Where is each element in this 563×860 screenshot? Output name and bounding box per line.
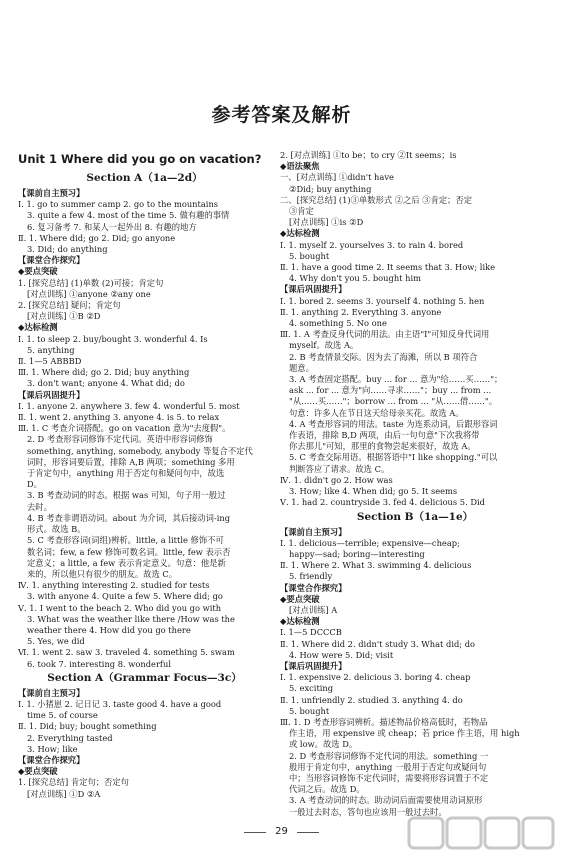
answer-line: 3. What was the weather like there /How was the xyxy=(27,613,235,624)
answer-line: Ⅲ. 1. Where did; go 2. Did; buy anything xyxy=(18,367,190,378)
section-heading: 【课前自主预习】 xyxy=(18,687,85,698)
answer-line: 3. don't want; anyone 4. What did; do xyxy=(27,378,185,389)
answer-line: 1. [探究总结] 肯定句；否定句 xyxy=(18,777,129,788)
answer-line: Ⅰ. 1. expensive 2. delicious 3. boring 4. cheap xyxy=(280,672,471,683)
answer-line: 2. D 考查形容词修饰不定代词的用法。something 一 xyxy=(289,750,489,761)
answer-line: 3. B 考查动词的时态。根据 was 可知，句子用一般过 xyxy=(27,490,226,501)
answer-line: Ⅱ. 1—5 ABBBD xyxy=(18,356,82,367)
answer-line: 数名词；few, a few 修饰可数名词。little, few 表示否 xyxy=(27,546,231,557)
answer-line: Ⅲ. 1. A 考查反身代词的用法。由主语"I"可知反身代词用 xyxy=(280,329,490,340)
section-heading: ◆语法聚焦 xyxy=(280,161,320,172)
answer-line: 5. bought xyxy=(289,250,330,261)
section-heading: 【课后巩固提升】 xyxy=(280,660,347,671)
answer-line: 3. How; like 4. When did; go 5. It seems xyxy=(289,486,458,497)
answer-line: 1. [探究总结] (1)单数 (2)可接；肯定句 xyxy=(18,277,164,288)
answer-line: Ⅱ. 1. anything 2. Everything 3. anyone xyxy=(280,306,442,317)
answer-line: 3. quite a few 4. most of the time 5. 做有趣的事情 xyxy=(27,210,230,221)
answer-line: time 5. of course xyxy=(27,710,98,721)
answer-line: Ⅰ. 1. myself 2. yourselves 3. to rain 4. bored xyxy=(280,239,464,250)
answer-line: 4. B 考查非谓语动词。about 为介词，其后接动词-ing xyxy=(27,512,231,523)
answer-line: 5. anything xyxy=(27,344,75,355)
answer-line: 6. 复习备考 7. 和某人一起外出 8. 有趣的地方 xyxy=(27,221,197,232)
answer-line: 中；当形容词修饰不定代词时，需要将形容词置于不定 xyxy=(289,772,489,783)
section-heading: ◆要点突破 xyxy=(18,266,58,277)
answer-line: Ⅱ. 1. have a good time 2. It seems that 3. How; like xyxy=(280,262,496,273)
answer-line: [对点训练] ①anyone ②any one xyxy=(27,288,151,299)
answer-line: 一、[对点训练] ①didn't have xyxy=(280,172,394,183)
answer-line: 4. something 5. No one xyxy=(289,318,387,329)
answer-line: 5. bought xyxy=(289,705,330,716)
answer-line: 句意：许多人在节日这天给母亲买花。故选 A。 xyxy=(289,407,464,418)
section-title: Section A（1a—2d） xyxy=(86,172,203,184)
answer-line: 判断答应了请求。故选 C。 xyxy=(289,463,390,474)
answer-line: Ⅱ. 1. unfriendly 2. studied 3. anything 4. do xyxy=(280,694,463,705)
answer-line: 代词之后。故选 D。 xyxy=(289,784,365,795)
answer-line: something, anything, somebody, anybody 等复合不定代 xyxy=(27,445,253,456)
answer-line: 2. B 考查情景交际。因为去了海滩，所以 B 项符合 xyxy=(289,351,478,362)
answer-line: Ⅴ. 1. I went to the beach 2. Who did you go with xyxy=(18,602,222,613)
answer-line: Ⅰ. 1. anyone 2. anywhere 3. few 4. wonderful 5. most xyxy=(18,400,240,411)
answer-line: Ⅲ. 1. D 考查形容词辨析。描述物品价格高低时，若物品 xyxy=(280,716,488,727)
watermark-logo xyxy=(407,812,557,856)
answer-line: Ⅳ. 1. anything interesting 2. studied for tests xyxy=(18,580,210,591)
answer-line: 5. Yes, we did xyxy=(27,636,85,647)
section-heading: ◆达标检测 xyxy=(18,322,58,333)
page-number-rule-right xyxy=(297,832,319,833)
answer-line: 6. took 7. interesting 8. wonderful xyxy=(27,658,172,669)
answer-line: happy—sad; boring—interesting xyxy=(289,548,425,559)
page-title: 参考答案及解析 xyxy=(211,104,352,126)
answer-line: 3. A 考查动词的时态。助动词后面需要使用动词原形 xyxy=(289,795,483,806)
answer-line: 作表语，排除 B,D 两项，由后一句句意"下次我将带 xyxy=(289,430,480,441)
answer-line: [对点训练] ①D ②A xyxy=(27,788,101,799)
section-heading: ◆达标检测 xyxy=(280,616,320,627)
section-heading: 【课前自主预习】 xyxy=(280,526,347,537)
answer-line: 3. How; like xyxy=(27,743,78,754)
section-heading: ◆达标检测 xyxy=(280,228,320,239)
unit-title: Unit 1 Where did you go on vacation? xyxy=(18,152,262,166)
answer-line: 4. A 考查形容词的用法。taste 为连系动词，后跟形容词 xyxy=(289,418,498,429)
left-column xyxy=(18,150,271,800)
answer-line: Ⅱ. 1. Where 2. What 3. swimming 4. delicious xyxy=(280,560,472,571)
answer-line: Ⅵ. 1. went 2. saw 3. traveled 4. something 5. swam xyxy=(18,647,235,658)
answer-line: 题意。 xyxy=(289,362,314,373)
answer-line: [对点训练] A xyxy=(289,604,338,615)
answer-line: 4. Why don't you 5. bought him xyxy=(289,273,422,284)
answer-line: 来的，所以他只有很少的朋友。故选 C。 xyxy=(27,568,178,579)
answer-line: Ⅰ. 1. bored 2. seems 3. yourself 4. nothing 5. hen xyxy=(280,295,485,306)
answer-line: Ⅱ. 1. went 2. anything 3. anyone 4. is 5. to relax xyxy=(18,412,220,423)
answer-line: "从……买……"；borrow ... from ... "从……借……"。 xyxy=(289,396,498,407)
answer-line: Ⅱ. 1. Where did; go 2. Did; go anyone xyxy=(18,232,176,243)
section-title: Section A（Grammar Focus—3c） xyxy=(47,671,242,684)
answer-line: Ⅴ. 1. had 2. countryside 3. fed 4. delicious 5. Did xyxy=(280,497,485,508)
answer-line: 词时，形容词要后置，排除 A,B 两项；something 多用 xyxy=(27,456,235,467)
answer-line: 2. [探究总结] 疑问；肯定句 xyxy=(18,300,121,311)
answer-line: D。 xyxy=(27,479,42,490)
answer-line: 二、[探究总结] (1)③单数形式 ②之后 ③肯定；否定 xyxy=(280,194,473,205)
answer-line: 3. with anyone 4. Quite a few 5. Where did; go xyxy=(27,591,223,602)
section-heading: 【课堂合作探究】 xyxy=(18,754,85,765)
answer-line: 5. exciting xyxy=(289,683,334,694)
answer-line: ③肯定 xyxy=(289,206,314,217)
answer-line: 你去那儿"可知，那里的食物尝起来很好，故选 A。 xyxy=(289,441,476,452)
answer-line: Ⅰ. 1. delicious—terrible; expensive—cheap; xyxy=(280,537,460,548)
answer-line: weather there 4. How did you go there xyxy=(27,624,191,635)
answer-line: Ⅰ. 1. to sleep 2. buy/bought 3. wonderful 4. Is xyxy=(18,333,208,344)
section-heading: ◆要点突破 xyxy=(280,593,320,604)
answer-line: [对点训练] ①B ②D xyxy=(27,311,101,322)
answer-line: 5. friendly xyxy=(289,571,333,582)
answer-line: myself。故选 A。 xyxy=(289,340,359,351)
answer-line: Ⅰ. 1. go to summer camp 2. go to the mountains xyxy=(18,199,219,210)
answer-line: 3. A 考查固定搭配。buy ... for ... 意为"给……买……"； xyxy=(289,374,503,385)
answer-line: Ⅲ. 1. C 考查介词搭配。go on vacation 意为"去度假"。 xyxy=(18,423,231,434)
answer-line: 3. Did; do anything xyxy=(27,244,108,255)
answer-line: 作主语，用 expensive 或 cheap；若 price 作主语，用 high xyxy=(289,728,520,739)
section-heading: 【课堂合作探究】 xyxy=(280,582,347,593)
answer-line: 2. Everything tasted xyxy=(27,732,113,743)
answer-line: 4. How were 5. Did; visit xyxy=(289,649,394,660)
left-lines xyxy=(18,171,271,800)
answer-line: 定意义；a little, a few 表示肯定意义。句意：他是新 xyxy=(27,557,226,568)
answer-line: Ⅳ. 1. didn't go 2. How was xyxy=(280,474,393,485)
answer-line: 于肯定句中，anything 用于否定句和疑问句中，故选 xyxy=(27,468,225,479)
answer-line: 2. D 考查形容词修饰不定代词。英语中形容词修饰 xyxy=(27,434,213,445)
answer-line: Ⅰ. 1. 小猪崽 2. 记日记 3. taste good 4. have a good xyxy=(18,698,222,709)
answer-line: 去时。 xyxy=(27,501,52,512)
answer-line: Ⅰ. 1—5 DCCCB xyxy=(280,627,342,638)
answer-line: 般用于肯定句中，anything 一般用于否定句或疑问句 xyxy=(289,761,487,772)
answer-line: 或 low。故选 D。 xyxy=(289,739,358,750)
section-heading: 【课后巩固提升】 xyxy=(280,284,347,295)
page-number: 29 xyxy=(275,826,288,837)
section-heading: 【课堂合作探究】 xyxy=(18,255,85,266)
answer-line: 5. C 考查交际用语。根据答语中"I like shopping."可以 xyxy=(289,452,498,463)
answer-line: [对点训练] ①is ②D xyxy=(289,217,364,228)
answer-line: Ⅱ. 1. Did; buy; bought something xyxy=(18,721,157,732)
answer-line: 一般过去时态，答句也应该用一般过去时。 xyxy=(289,806,447,817)
section-title: Section B（1a—1e） xyxy=(356,510,474,523)
answer-line: Ⅱ. 1. Where did 2. didn't study 3. What did; do xyxy=(280,638,476,649)
section-heading: 【课后巩固提升】 xyxy=(18,389,85,400)
section-heading: ◆要点突破 xyxy=(18,766,58,777)
section-heading: 【课前自主预习】 xyxy=(18,188,85,198)
right-lines xyxy=(280,150,550,818)
answer-line: ask ... for ... 意为"向……寻求……"；buy ... from ... xyxy=(289,385,492,396)
answer-line: ②Did; buy anything xyxy=(289,183,372,194)
answer-line: 2. [对点训练] ①to be；to cry ②It seems；is xyxy=(280,150,457,160)
right-column xyxy=(280,150,550,818)
answer-line: 形式。故选 B。 xyxy=(27,524,86,535)
answer-line: 5. C 考查形容词(词组)辨析。little, a little 修饰不可 xyxy=(27,535,224,546)
